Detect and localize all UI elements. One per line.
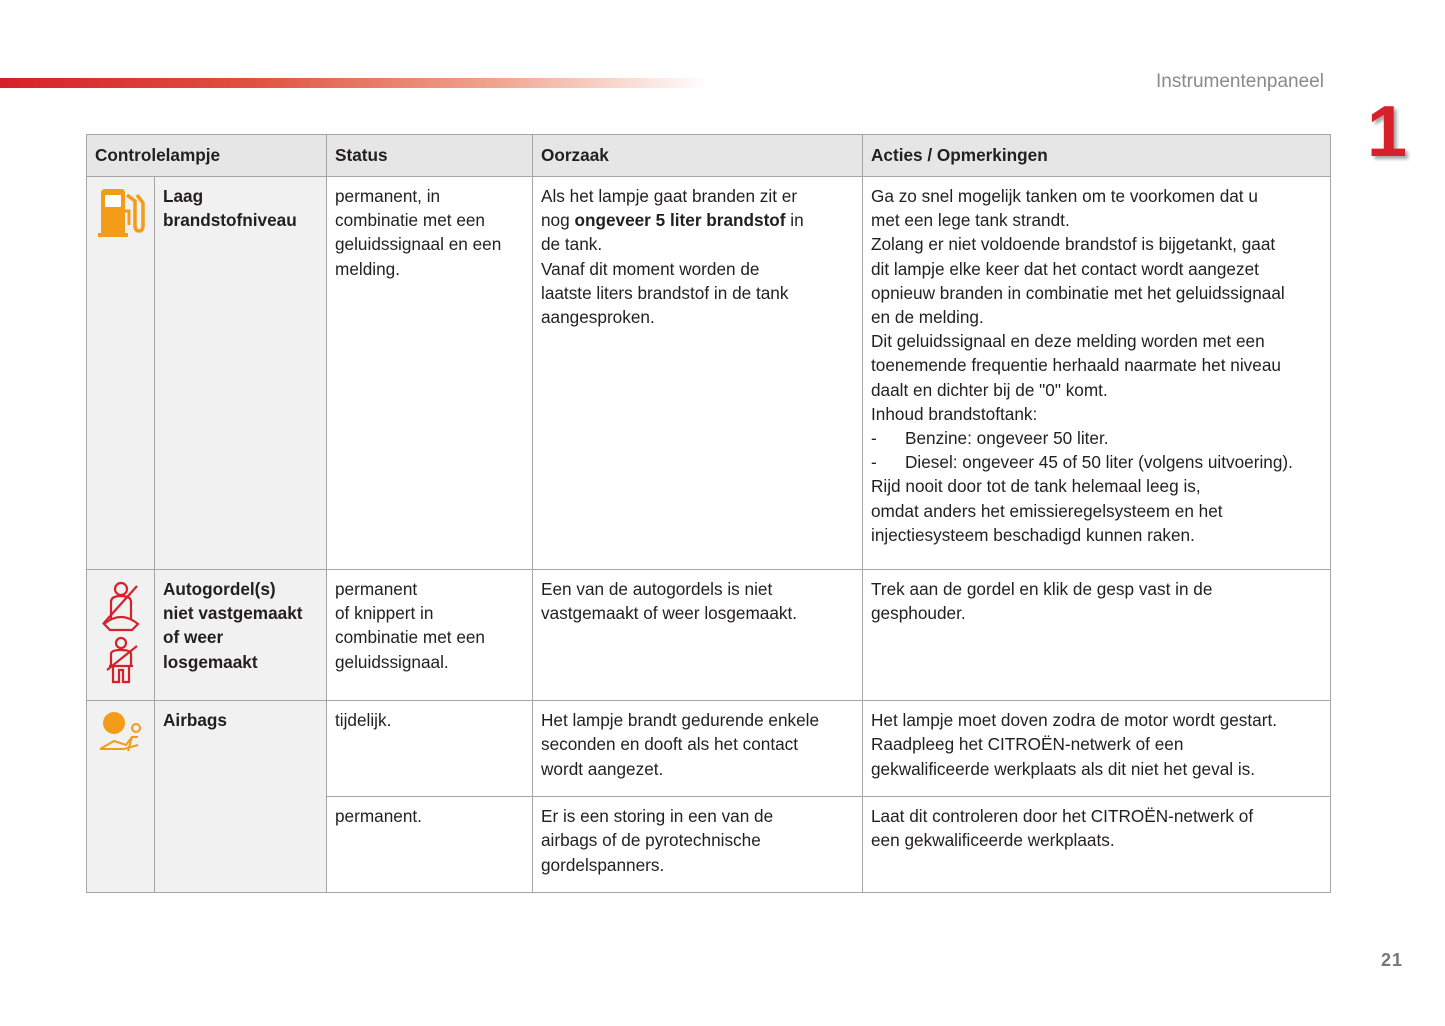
row-label	[155, 570, 327, 701]
text-line: Vanaf dit moment worden de	[541, 258, 760, 279]
text-line: Rijd nooit door tot de tank helemaal leeg is,	[871, 476, 1201, 497]
airbag-icon	[98, 711, 144, 753]
actions-cell	[863, 797, 1331, 893]
cause-cell	[533, 701, 863, 797]
table-row	[87, 177, 1331, 570]
text-line: Een van de autogordels is niet	[541, 579, 773, 599]
cause-cell	[533, 797, 863, 893]
page-number: 21	[1381, 950, 1404, 970]
section-title: Instrumentenpaneel	[1156, 71, 1324, 92]
text-line: combinatie met een	[335, 627, 485, 648]
text-line: gordelspanners.	[541, 854, 665, 875]
text-line: melding.	[335, 258, 400, 279]
text-line: vastgemaakt of weer losgemaakt.	[541, 603, 798, 624]
text-line: daalt en dichter bij de "0" komt.	[871, 379, 1108, 400]
text-line: een gekwalificeerde werkplaats.	[871, 830, 1115, 851]
text-line: Er is een storing in een van de	[541, 806, 774, 827]
icon-cell	[87, 177, 155, 570]
text-line: en de melding.	[871, 307, 984, 328]
seatbelt-icon	[99, 580, 143, 684]
text-line: gekwalificeerde werkplaats als dit niet het geval is.	[871, 758, 1256, 779]
text-segment: Diesel: ongeveer 45 of 50 liter (volgens uitvoering).	[905, 452, 1293, 473]
icon-cell	[87, 701, 155, 893]
text-line: Zolang er niet voldoende brandstof is bijgetankt, gaat	[871, 234, 1276, 255]
text-line: Inhoud brandstoftank:	[871, 403, 1038, 424]
text-line: Het lampje moet doven zodra de motor wordt gestart.	[871, 710, 1278, 731]
text-line: omdat anders het emissieregelsysteem en het	[871, 500, 1223, 521]
table-row	[87, 701, 1331, 797]
text-line: permanent.	[335, 806, 422, 827]
text-line: geluidssignaal.	[335, 651, 449, 672]
text-line: niet vastgemaakt	[163, 603, 303, 624]
cause-cell	[533, 177, 863, 570]
actions-cell	[863, 570, 1331, 701]
text-line: de tank.	[541, 234, 603, 255]
text-line: laatste liters brandstof in de tank	[541, 282, 789, 303]
text-line: geluidssignaal en een	[335, 234, 502, 255]
fuel-pump-icon	[97, 187, 145, 239]
text-line: dit lampje elke keer dat het contact wordt aangezet	[871, 258, 1259, 279]
text-segment: nog	[541, 210, 575, 231]
text-line: gesphouder.	[871, 603, 966, 624]
list-dash: -	[871, 428, 877, 449]
header-status: Status	[327, 135, 533, 177]
actions-cell	[863, 701, 1331, 797]
text-line: airbags of de pyrotechnische	[541, 830, 761, 851]
text-line: permanent, in	[335, 186, 441, 206]
text-line: losgemaakt	[163, 651, 258, 672]
row-label	[155, 701, 327, 893]
text-line: opnieuw branden in combinatie met het geluidssignaal	[871, 282, 1285, 303]
text-line: Ga zo snel mogelijk tanken om te voorkomen dat u	[871, 186, 1258, 206]
text-line: Trek aan de gordel en klik de gesp vast in de	[871, 579, 1213, 599]
row-label	[155, 177, 327, 570]
text-segment: Benzine: ongeveer 50 liter.	[905, 428, 1109, 449]
icon-cell	[87, 570, 155, 701]
text-line: Autogordel(s)	[163, 579, 276, 599]
text-line: injectiesysteem beschadigd kunnen raken.	[871, 524, 1195, 545]
header-accent-bar	[0, 78, 710, 88]
text-line: aangesproken.	[541, 307, 655, 328]
text-line: permanent	[335, 579, 418, 599]
table-header-row	[87, 135, 1331, 177]
table-row	[87, 570, 1331, 701]
status-cell	[327, 701, 533, 797]
status-cell	[327, 570, 533, 701]
header-oorzaak: Oorzaak	[533, 135, 863, 177]
actions-cell	[863, 177, 1331, 570]
text-line: seconden en dooft als het contact	[541, 734, 799, 755]
text-line: Raadpleeg het CITROËN-netwerk of een	[871, 734, 1184, 755]
text-line: toenemende frequentie herhaald naarmate het niveau	[871, 355, 1281, 376]
text-line: of weer	[163, 627, 224, 648]
text-segment: ongeveer 5 liter brandstof	[574, 210, 786, 231]
status-cell	[327, 177, 533, 570]
text-line: Het lampje brandt gedurende enkele	[541, 710, 820, 731]
list-dash: -	[871, 452, 877, 473]
text-line: Airbags	[163, 710, 227, 731]
text-line: combinatie met een	[335, 210, 485, 231]
text-line: Laat dit controleren door het CITROËN-netwerk of	[871, 806, 1254, 827]
text-line: brandstofniveau	[163, 210, 297, 231]
text-line: wordt aangezet.	[541, 758, 664, 779]
text-line: Als het lampje gaat branden zit er	[541, 186, 798, 206]
text-line	[541, 208, 854, 232]
text-line: met een lege tank strandt.	[871, 210, 1070, 231]
header-acties: Acties / Opmerkingen	[863, 135, 1331, 177]
text-line	[871, 426, 1322, 450]
text-line: Dit geluidssignaal en deze melding worden met een	[871, 331, 1265, 352]
text-line: tijdelijk.	[335, 710, 392, 731]
text-line: Laag	[163, 186, 204, 206]
cause-cell	[533, 570, 863, 701]
header-controlelampje: Controlelampje	[87, 135, 327, 177]
text-segment: in	[785, 210, 804, 231]
chapter-number: 1	[1367, 92, 1408, 172]
status-cell	[327, 797, 533, 893]
text-line	[871, 450, 1322, 474]
warning-lights-table	[86, 134, 1331, 893]
text-line: of knippert in	[335, 603, 434, 624]
